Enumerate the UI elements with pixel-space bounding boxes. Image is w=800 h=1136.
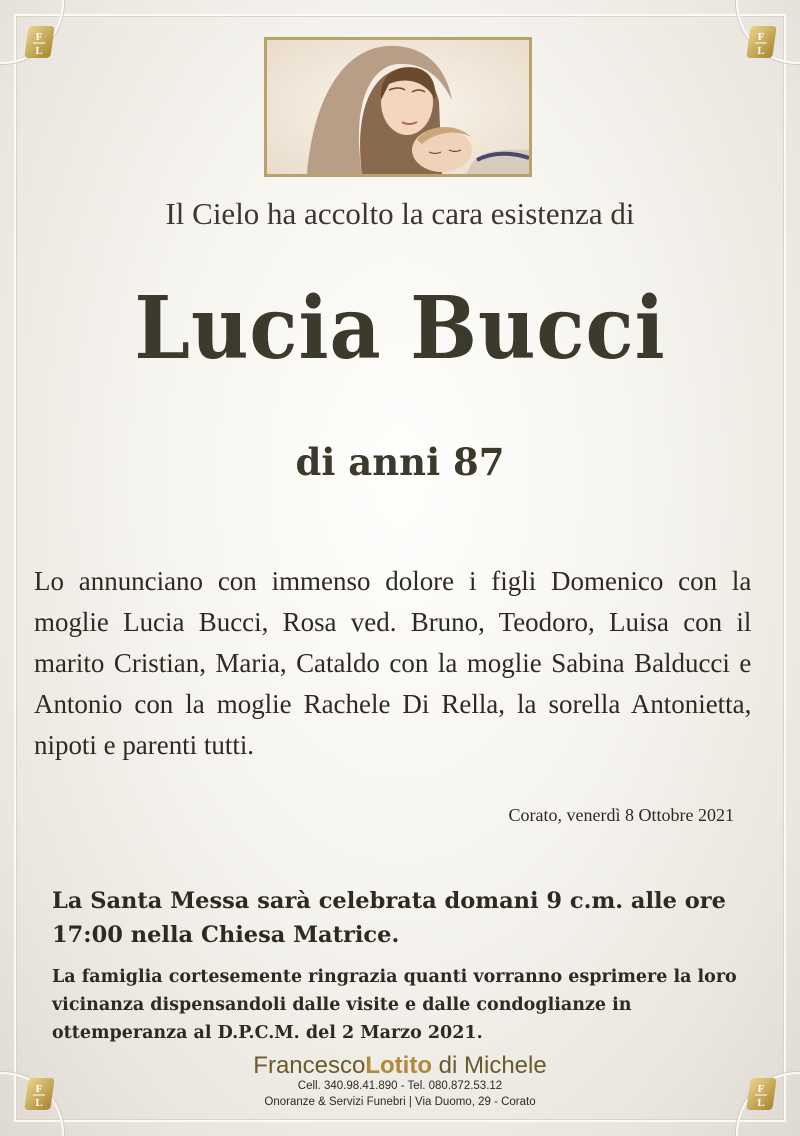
- svg-text:F: F: [757, 1083, 765, 1095]
- deceased-age: di anni 87: [295, 440, 505, 484]
- fl-logo-icon: [746, 24, 776, 60]
- funeral-home-name: [0, 1052, 800, 1080]
- corner-ornament-top-left: [0, 0, 70, 70]
- fl-logo-icon: [24, 24, 54, 60]
- firm-last-name: Lotito: [365, 1052, 432, 1079]
- intro-line: Il Cielo ha accolto la cara esistenza di: [165, 196, 635, 231]
- announcement-text: Lo annunciano con immenso dolore i figli Domenico con la moglie Lucia Bucci, Rosa ved. Bruno, Teodoro, Luisa con il marito Cristian, Maria, Cataldo con la moglie Sabina Balducci e Antonio con la moglie Rachele Di Rella, la sorella Antonietta, nipoti e parenti tutti.: [34, 565, 752, 760]
- svg-text:F: F: [757, 31, 765, 43]
- corner-ornament-top-right: [730, 0, 800, 70]
- deceased-name: Lucia Bucci: [134, 278, 666, 379]
- mass-notice: La Santa Messa sarà celebrata domani 9 c.m. alle ore 17:00 nella Chiesa Matrice.: [52, 888, 726, 948]
- madonna-and-child-image: [264, 37, 532, 177]
- svg-text:F: F: [35, 1083, 43, 1095]
- firm-first-name: Francesco: [253, 1052, 366, 1079]
- svg-text:L: L: [35, 45, 43, 57]
- svg-text:L: L: [757, 1097, 765, 1109]
- svg-text:L: L: [35, 1097, 43, 1109]
- funeral-home-address: Onoranze & Servizi Funebri | Via Duomo, 29 - Corato: [264, 1096, 536, 1108]
- thanks-notice: La famiglia cortesemente ringrazia quanti vorranno esprimere la loro vicinanza dispensandoli dalle visite e dalle condoglianze in ottemperanza al D.P.C.M. del 2 Marzo 2021.: [52, 967, 737, 1043]
- announcement-date: Corato, venerdì 8 Ottobre 2021: [508, 805, 734, 825]
- firm-suffix: di Michele: [438, 1052, 547, 1079]
- svg-text:F: F: [35, 31, 43, 43]
- svg-text:L: L: [757, 45, 765, 57]
- funeral-home-contacts: Cell. 340.98.41.890 - Tel. 080.872.53.12: [297, 1080, 503, 1092]
